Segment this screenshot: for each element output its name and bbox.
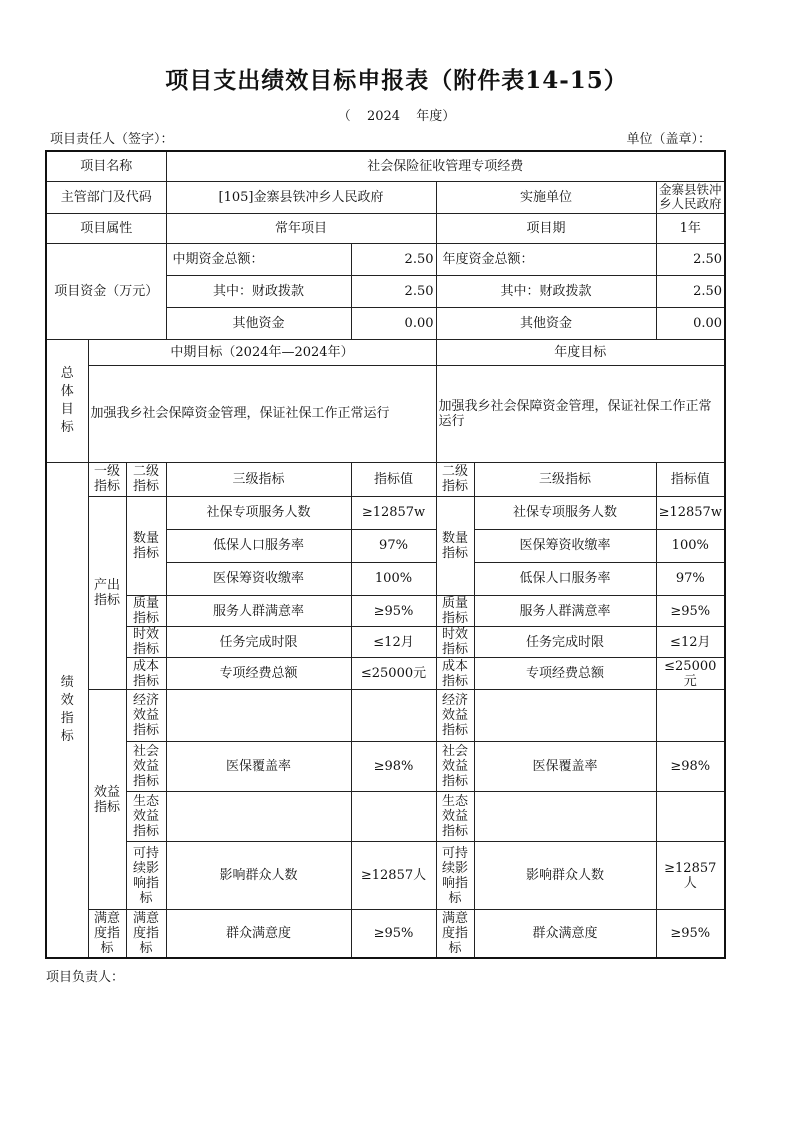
period-label: 项目期 bbox=[436, 213, 656, 243]
header-value: 指标值 bbox=[351, 462, 436, 496]
year-quantity-label: 数量指标 bbox=[436, 496, 474, 595]
mid-social: 医保覆盖率 bbox=[166, 741, 351, 791]
mid-cost-value: ≤25000元 bbox=[351, 658, 436, 690]
year-ecological-label: 生态效益指标 bbox=[436, 791, 474, 841]
year-timeliness: 任务完成时限 bbox=[474, 627, 656, 658]
year-economic bbox=[474, 690, 656, 741]
year-quantity-2: 医保筹资收缴率 bbox=[474, 529, 656, 562]
row-perf-header bbox=[46, 462, 725, 496]
mid-quantity-3: 医保筹资收缴率 bbox=[166, 562, 351, 595]
year-quantity-3-value: 97% bbox=[656, 562, 725, 595]
row-economic bbox=[46, 690, 725, 741]
year-ecological-value bbox=[656, 791, 725, 841]
year-sustainable: 影响群众人数 bbox=[474, 841, 656, 909]
mid-timeliness-value: ≤12月 bbox=[351, 627, 436, 658]
year-cost: 专项经费总额 bbox=[474, 658, 656, 690]
row-ecological bbox=[46, 791, 725, 841]
year-total-label: 年度资金总额： bbox=[436, 243, 656, 275]
row-timeliness bbox=[46, 627, 725, 658]
mid-quantity-3-value: 100% bbox=[351, 562, 436, 595]
project-name-label: 项目名称 bbox=[46, 151, 166, 181]
department-value: [105]金寨县铁冲乡人民政府 bbox=[166, 181, 436, 213]
form-title: 项目支出绩效目标申报表（附件表14-15） bbox=[165, 67, 628, 94]
row-funds-total bbox=[46, 243, 725, 275]
row-goals-text bbox=[46, 366, 725, 462]
year-timeliness-value: ≤12月 bbox=[656, 627, 725, 658]
row-department bbox=[46, 181, 725, 213]
overall-goal-label bbox=[46, 340, 88, 462]
header-value-year: 指标值 bbox=[656, 462, 725, 496]
mid-total-value: 2.50 bbox=[351, 243, 436, 275]
overall-goal-text: 总体目标 bbox=[60, 365, 74, 435]
project-leader-label: 项目负责人： bbox=[46, 970, 125, 985]
row-goals-header bbox=[46, 340, 725, 366]
year-sustainable-label: 可持续影响指标 bbox=[436, 841, 474, 909]
social-label: 社会效益指标 bbox=[126, 741, 166, 791]
satisfaction-level1-label: 满意度指标 bbox=[88, 910, 126, 958]
year-cost-label: 成本指标 bbox=[436, 658, 474, 690]
implementer-value: 金寨县铁冲乡人民政府 bbox=[656, 181, 725, 213]
year-cost-value: ≤25000元 bbox=[656, 658, 725, 690]
year-quality-label: 质量指标 bbox=[436, 596, 474, 627]
ecological-label: 生态效益指标 bbox=[126, 791, 166, 841]
mid-ecological bbox=[166, 791, 351, 841]
year-sustainable-value: ≥12857人 bbox=[656, 841, 725, 909]
row-attribute bbox=[46, 213, 725, 243]
year-quantity-1-value: ≥12857w bbox=[656, 496, 725, 529]
mid-fiscal-value: 2.50 bbox=[351, 275, 436, 307]
year-open: （ bbox=[337, 109, 351, 124]
mid-timeliness: 任务完成时限 bbox=[166, 627, 351, 658]
mid-cost: 专项经费总额 bbox=[166, 658, 351, 690]
mid-quantity-2: 低保人口服务率 bbox=[166, 529, 351, 562]
year-other-value: 0.00 bbox=[656, 308, 725, 340]
mid-other-value: 0.00 bbox=[351, 308, 436, 340]
header-level3: 三级指标 bbox=[166, 462, 351, 496]
implementer-label: 实施单位 bbox=[436, 181, 656, 213]
mid-quality-value: ≥95% bbox=[351, 596, 436, 627]
mid-other-label: 其他资金 bbox=[166, 308, 351, 340]
row-quantity-1 bbox=[46, 496, 725, 529]
year-line bbox=[0, 105, 793, 124]
mid-goal-header: 中期目标（2024年—2024年） bbox=[88, 340, 436, 366]
responsible-label: 项目责任人（签字）： bbox=[50, 132, 174, 147]
mid-satisfaction-value: ≥95% bbox=[351, 910, 436, 958]
attribute-label: 项目属性 bbox=[46, 213, 166, 243]
row-social bbox=[46, 741, 725, 791]
mid-sustainable-value: ≥12857人 bbox=[351, 841, 436, 909]
timeliness-label: 时效指标 bbox=[126, 627, 166, 658]
year-goal-header: 年度目标 bbox=[436, 340, 725, 366]
year-social: 医保覆盖率 bbox=[474, 741, 656, 791]
cost-label: 成本指标 bbox=[126, 658, 166, 690]
row-sustainable bbox=[46, 841, 725, 909]
satisfaction-level2-label: 满意度指标 bbox=[126, 910, 166, 958]
performance-text: 绩效指标 bbox=[60, 674, 74, 744]
year-social-label: 社会效益指标 bbox=[436, 741, 474, 791]
year-ecological bbox=[474, 791, 656, 841]
row-satisfaction bbox=[46, 910, 725, 958]
mid-quantity-2-value: 97% bbox=[351, 529, 436, 562]
header-level2-year: 二级指标 bbox=[436, 462, 474, 496]
year-goal-text: 加强我乡社会保障资金管理，保证社保工作正常运行 bbox=[436, 366, 725, 462]
department-label: 主管部门及代码 bbox=[46, 181, 166, 213]
mid-sustainable: 影响群众人数 bbox=[166, 841, 351, 909]
year-social-value: ≥98% bbox=[656, 741, 725, 791]
mid-fiscal-label: 其中：财政拨款 bbox=[166, 275, 351, 307]
header-level2: 二级指标 bbox=[126, 462, 166, 496]
output-label: 产出指标 bbox=[88, 496, 126, 690]
year-quantity-3: 低保人口服务率 bbox=[474, 562, 656, 595]
mid-quantity-1-value: ≥12857w bbox=[351, 496, 436, 529]
year-value: 2024 bbox=[366, 109, 401, 124]
year-quantity-2-value: 100% bbox=[656, 529, 725, 562]
year-suffix: 年度） bbox=[416, 109, 456, 124]
mid-total-label: 中期资金总额： bbox=[166, 243, 351, 275]
year-economic-label: 经济效益指标 bbox=[436, 690, 474, 741]
mid-quantity-1: 社保专项服务人数 bbox=[166, 496, 351, 529]
header-level1: 一级指标 bbox=[88, 462, 126, 496]
sustainable-label: 可持续影响指标 bbox=[126, 841, 166, 909]
mid-economic bbox=[166, 690, 351, 741]
economic-label: 经济效益指标 bbox=[126, 690, 166, 741]
year-timeliness-label: 时效指标 bbox=[436, 627, 474, 658]
benefit-label: 效益指标 bbox=[88, 690, 126, 910]
year-fiscal-label: 其中：财政拨款 bbox=[436, 275, 656, 307]
header-level3-year: 三级指标 bbox=[474, 462, 656, 496]
attribute-value: 常年项目 bbox=[166, 213, 436, 243]
project-name-value: 社会保险征收管理专项经费 bbox=[166, 151, 725, 181]
year-quantity-1: 社保专项服务人数 bbox=[474, 496, 656, 529]
year-fiscal-value: 2.50 bbox=[656, 275, 725, 307]
goal-form-table bbox=[45, 150, 726, 959]
performance-label bbox=[46, 462, 88, 958]
row-project-name bbox=[46, 151, 725, 181]
mid-social-value: ≥98% bbox=[351, 741, 436, 791]
year-quality-value: ≥95% bbox=[656, 596, 725, 627]
period-value: 1年 bbox=[656, 213, 725, 243]
year-quality: 服务人群满意率 bbox=[474, 596, 656, 627]
year-total-value: 2.50 bbox=[656, 243, 725, 275]
quality-label: 质量指标 bbox=[126, 596, 166, 627]
mid-goal-text: 加强我乡社会保障资金管理，保证社保工作正常运行 bbox=[88, 366, 436, 462]
year-satisfaction-label: 满意度指标 bbox=[436, 910, 474, 958]
funds-label: 项目资金（万元） bbox=[46, 243, 166, 339]
mid-economic-value bbox=[351, 690, 436, 741]
year-other-label: 其他资金 bbox=[436, 308, 656, 340]
year-satisfaction: 群众满意度 bbox=[474, 910, 656, 958]
row-quality bbox=[46, 596, 725, 627]
quantity-label: 数量指标 bbox=[126, 496, 166, 595]
mid-satisfaction: 群众满意度 bbox=[166, 910, 351, 958]
year-satisfaction-value: ≥95% bbox=[656, 910, 725, 958]
mid-ecological-value bbox=[351, 791, 436, 841]
mid-quality: 服务人群满意率 bbox=[166, 596, 351, 627]
unit-label: 单位（盖章）： bbox=[626, 132, 711, 147]
year-economic-value bbox=[656, 690, 725, 741]
row-cost bbox=[46, 658, 725, 690]
